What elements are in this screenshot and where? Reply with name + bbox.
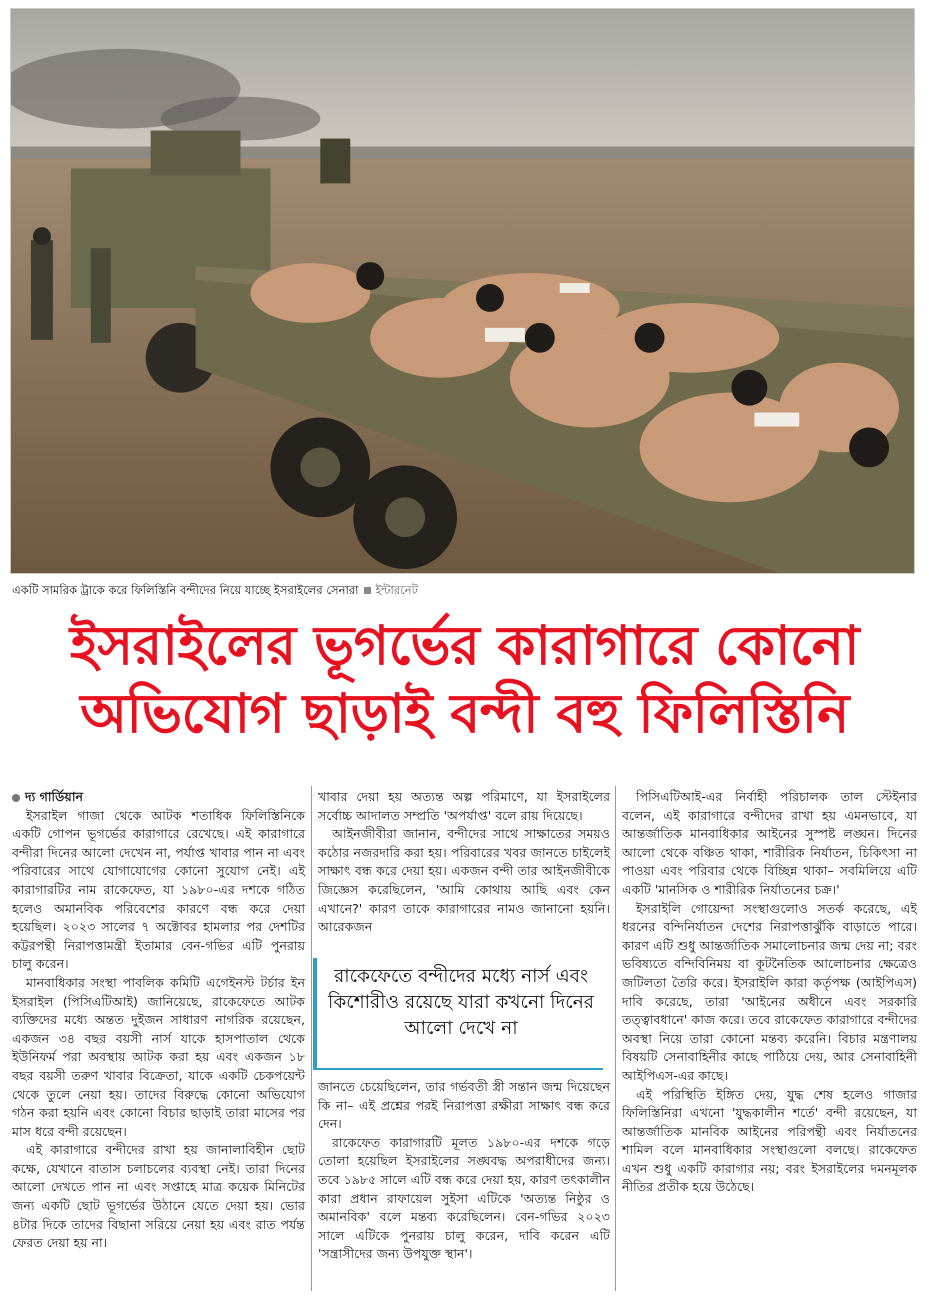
- photo-caption: [12, 580, 917, 600]
- caption-separator-icon: [364, 587, 371, 594]
- pull-quote: [313, 958, 603, 1070]
- paragraph: রাকেফেত কারাগারটি মূলত ১৯৮০-এর দশকে গড়ে তোলা হয়েছিল ইসরাইলের সঙ্ঘবদ্ধ অপরাধীদের জন্য। তবে ১৯৮৫ সালে এটি বন্ধ করে দেয়া হয়, কারণ তৎকালীন কারা প্রধান রাফায়েল সুইসা এটিকে 'অত্যন্ত নিষ্ঠুর ও অমানবিক' বলে মন্তব্য করেছিলেন। বেন-গভির ২০২৩ সালে এটিকে পুনরায় চালু করেন, দাবি করেন এটি 'সন্ত্রাসীদের জন্য উপযুক্ত স্থান'।: [318, 1134, 610, 1262]
- paragraph: জানতে চেয়েছিলেন, তার গর্ভবতী স্ত্রী সন্তান জন্ম দিয়েছেন কি না– এই প্রশ্নের পরই নিরাপত্তা রক্ষীরা সাক্ষাৎ বন্ধ করে দেন।: [318, 1079, 610, 1132]
- byline-text: দ্য গার্ডিয়ান: [25, 789, 84, 804]
- paragraph: ইসরাইল গাজা থেকে আটক শতাধিক ফিলিস্তিনিকে একটি গোপন ভূগর্ভের কারাগারে রেখেছে। এই কারাগারে বন্দীরা দিনের আলো দেখেন না, পর্যাপ্ত খাবার পান না এবং পরিবারের সাথে যোগাযোগের কোনো সুযোগ নেই। এই কারাগারটির নাম রাকেফেত, যা ১৯৮০-এর দশকে গঠিত হলেও অমানবিক পরিবেশের কারণে বন্ধ করে দেয়া হয়েছিল। ২০২৩ সালের ৭ অক্টোবর হামলার পর দেশটির কট্টরপন্থী নিরাপত্তামন্ত্রী ইতামার বেন-গভির এটি পুনরায় চালু করেন।: [12, 807, 305, 972]
- column-divider: [615, 786, 616, 1291]
- paragraph: মানবাধিকার সংস্থা পাবলিক কমিটি এগেইনস্ট টর্চার ইন ইসরাইল (পিসিএটিআই) জানিয়েছে, রাকেফেতে আটক ব্যক্তিদের মধ্যে অন্তত দুইজন সাধারণ নাগরিক রয়েছেন, একজন ৩৪ বছর বয়সী নার্স যাকে হাসপাতাল থেকে ইউনিফর্ম পরা অবস্থায় আটক করা হয় এবং একজন ১৮ বছর বয়সী তরুণ খাবার বিক্রেতা, যাকে একটি চেকপয়েন্ট থেকে তুলে নেয়া হয়। তাদের বিরুদ্ধে কোনো অভিযোগ গঠন করা হয়নি এবং কোনো বিচার ছাড়াই তারা মাসের পর মাস ধরে বন্দী রয়েছেন।: [12, 974, 305, 1139]
- byline: [12, 788, 305, 807]
- paragraph: ইসরাইলি গোয়েন্দা সংস্থাগুলোও সতর্ক করেছে, এই ধরনের বন্দিনির্যাতন দেশের নিরাপত্তাঝুঁকি বাড়াতে পারে। কারণ এটি শুধু আন্তর্জাতিক সমালোচনার জন্ম দেয় না; বরং ভবিষ্যতে বন্দিবিনিময় বা কূটনৈতিক আলোচনার ক্ষেত্রেও জটিলতা তৈরি করে। ইসরাইলি কারা কর্তৃপক্ষ (আইপিএস) দাবি করেছে, তারা 'আইনের অধীনে এবং সরকারি তত্ত্বাবধানে' কাজ করে। তবে রাকেফেত কারাগারে বন্দীদের অবস্থা নিয়ে তারা কোনো মন্তব্য করেনি। বিচার মন্ত্রণালয় বিষয়টি সেনাবাহিনীর কাছে পাঠিয়ে দেয়, আর সেনাবাহিনী আইপিএস-এর কাছে।: [622, 900, 917, 1083]
- photo-credit: ইন্টারনেট: [375, 583, 418, 597]
- paragraph: এই পরিস্থিতি ইঙ্গিত দেয়, যুদ্ধ শেষ হলেও গাজার ফিলিস্তিনিরা এখনো 'যুদ্ধকালীন শর্তে' বন্দী রয়েছেন, যা আন্তর্জাতিক মানবিক আইনের পরিপন্থী এবং নির্যাতনের শামিল বলে মানবাধিকার সংস্থাগুলো বলছে। রাকেফেত এখন শুধু একটি কারাগার নয়; বরং ইসরাইলের দমনমূলক নীতির প্রতীক হয়ে উঠেছে।: [622, 1086, 917, 1195]
- paragraph: এই কারাগারে বন্দীদের রাখা হয় জানালাবিহীন ছোট কক্ষে, যেখানে বাতাস চলাচলের ব্যবস্থা নেই। তারা দিনের আলো দেখতে পান না এবং সপ্তাহে মাত্র কয়েক মিনিটের জন্য একটি ছোট ভূগর্ভের উঠানে যেতে দেয়া হয়। ভোর ৪টার দিকে তাদের বিছানা সরিয়ে নেয়া হয় এবং রাত পর্যন্ত ফেরত দেয়া হয় না।: [12, 1142, 305, 1251]
- caption-text: একটি সামরিক ট্রাকে করে ফিলিস্তিনি বন্দীদের নিয়ে যাচ্ছে ইসরাইলের সেনারা: [12, 583, 359, 597]
- headline: [10, 612, 919, 748]
- article-column-2-bottom: [318, 1078, 610, 1264]
- pull-quote-text: রাকেফেতে বন্দীদের মধ্যে নার্স এবং কিশোরীও রয়েছে যারা কখনো দিনের আলো দেখে না: [328, 966, 594, 1039]
- headline-line-2: অভিযোগ ছাড়াই বন্দী বহু ফিলিস্তিনি: [80, 682, 849, 745]
- byline-bullet-icon: [12, 794, 20, 802]
- paragraph: পিসিএটিআই-এর নির্বাহী পরিচালক তাল স্টেইনার বলেন, এই কারাগারে বন্দীদের রাখা হয় এমনভাবে, যা আন্তর্জাতিক মানবাধিকার আইনের সুস্পষ্ট লঙ্ঘন। দিনের আলো থেকে বঞ্চিত থাকা, শারীরিক নির্যাতন, চিকিৎসা না পাওয়া এবং পরিবার থেকে বিচ্ছিন্ন থাকা– সবমিলিয়ে এটি একটি 'মানসিক ও শারীরিক নির্যাতনের চক্র।': [622, 789, 917, 897]
- column-divider: [311, 786, 312, 1291]
- headline-line-1: ইসরাইলের ভূগর্ভের কারাগারে কোনো: [69, 614, 860, 677]
- article-column-2-top: [318, 788, 610, 937]
- article-column-3: [622, 788, 917, 1197]
- news-photo-illustration: [11, 9, 914, 573]
- paragraph: আইনজীবীরা জানান, বন্দীদের সাথে সাক্ষাতের সময়ও কঠোর নজরদারি করা হয়। পরিবারের খবর জানতে চাইলেই সাক্ষাৎ বন্ধ করে দেয়া হয়। একজন বন্দী তার আইনজীবীকে জিজ্ঞেস করেছিলেন, 'আমি কোথায় আছি এবং কেন এখানে?' কারণ তাকে কারাগারের নামও জানানো হয়নি। আরেকজন: [318, 826, 610, 935]
- paragraph: খাবার দেয়া হয় অত্যন্ত অল্প পরিমাণে, যা ইসরাইলের সর্বোচ্চ আদালত সম্প্রতি 'অপর্যাপ্ত' বলে রায় দিয়েছে।: [318, 789, 610, 823]
- article-column-1: [12, 788, 305, 1253]
- news-photo: [10, 8, 915, 574]
